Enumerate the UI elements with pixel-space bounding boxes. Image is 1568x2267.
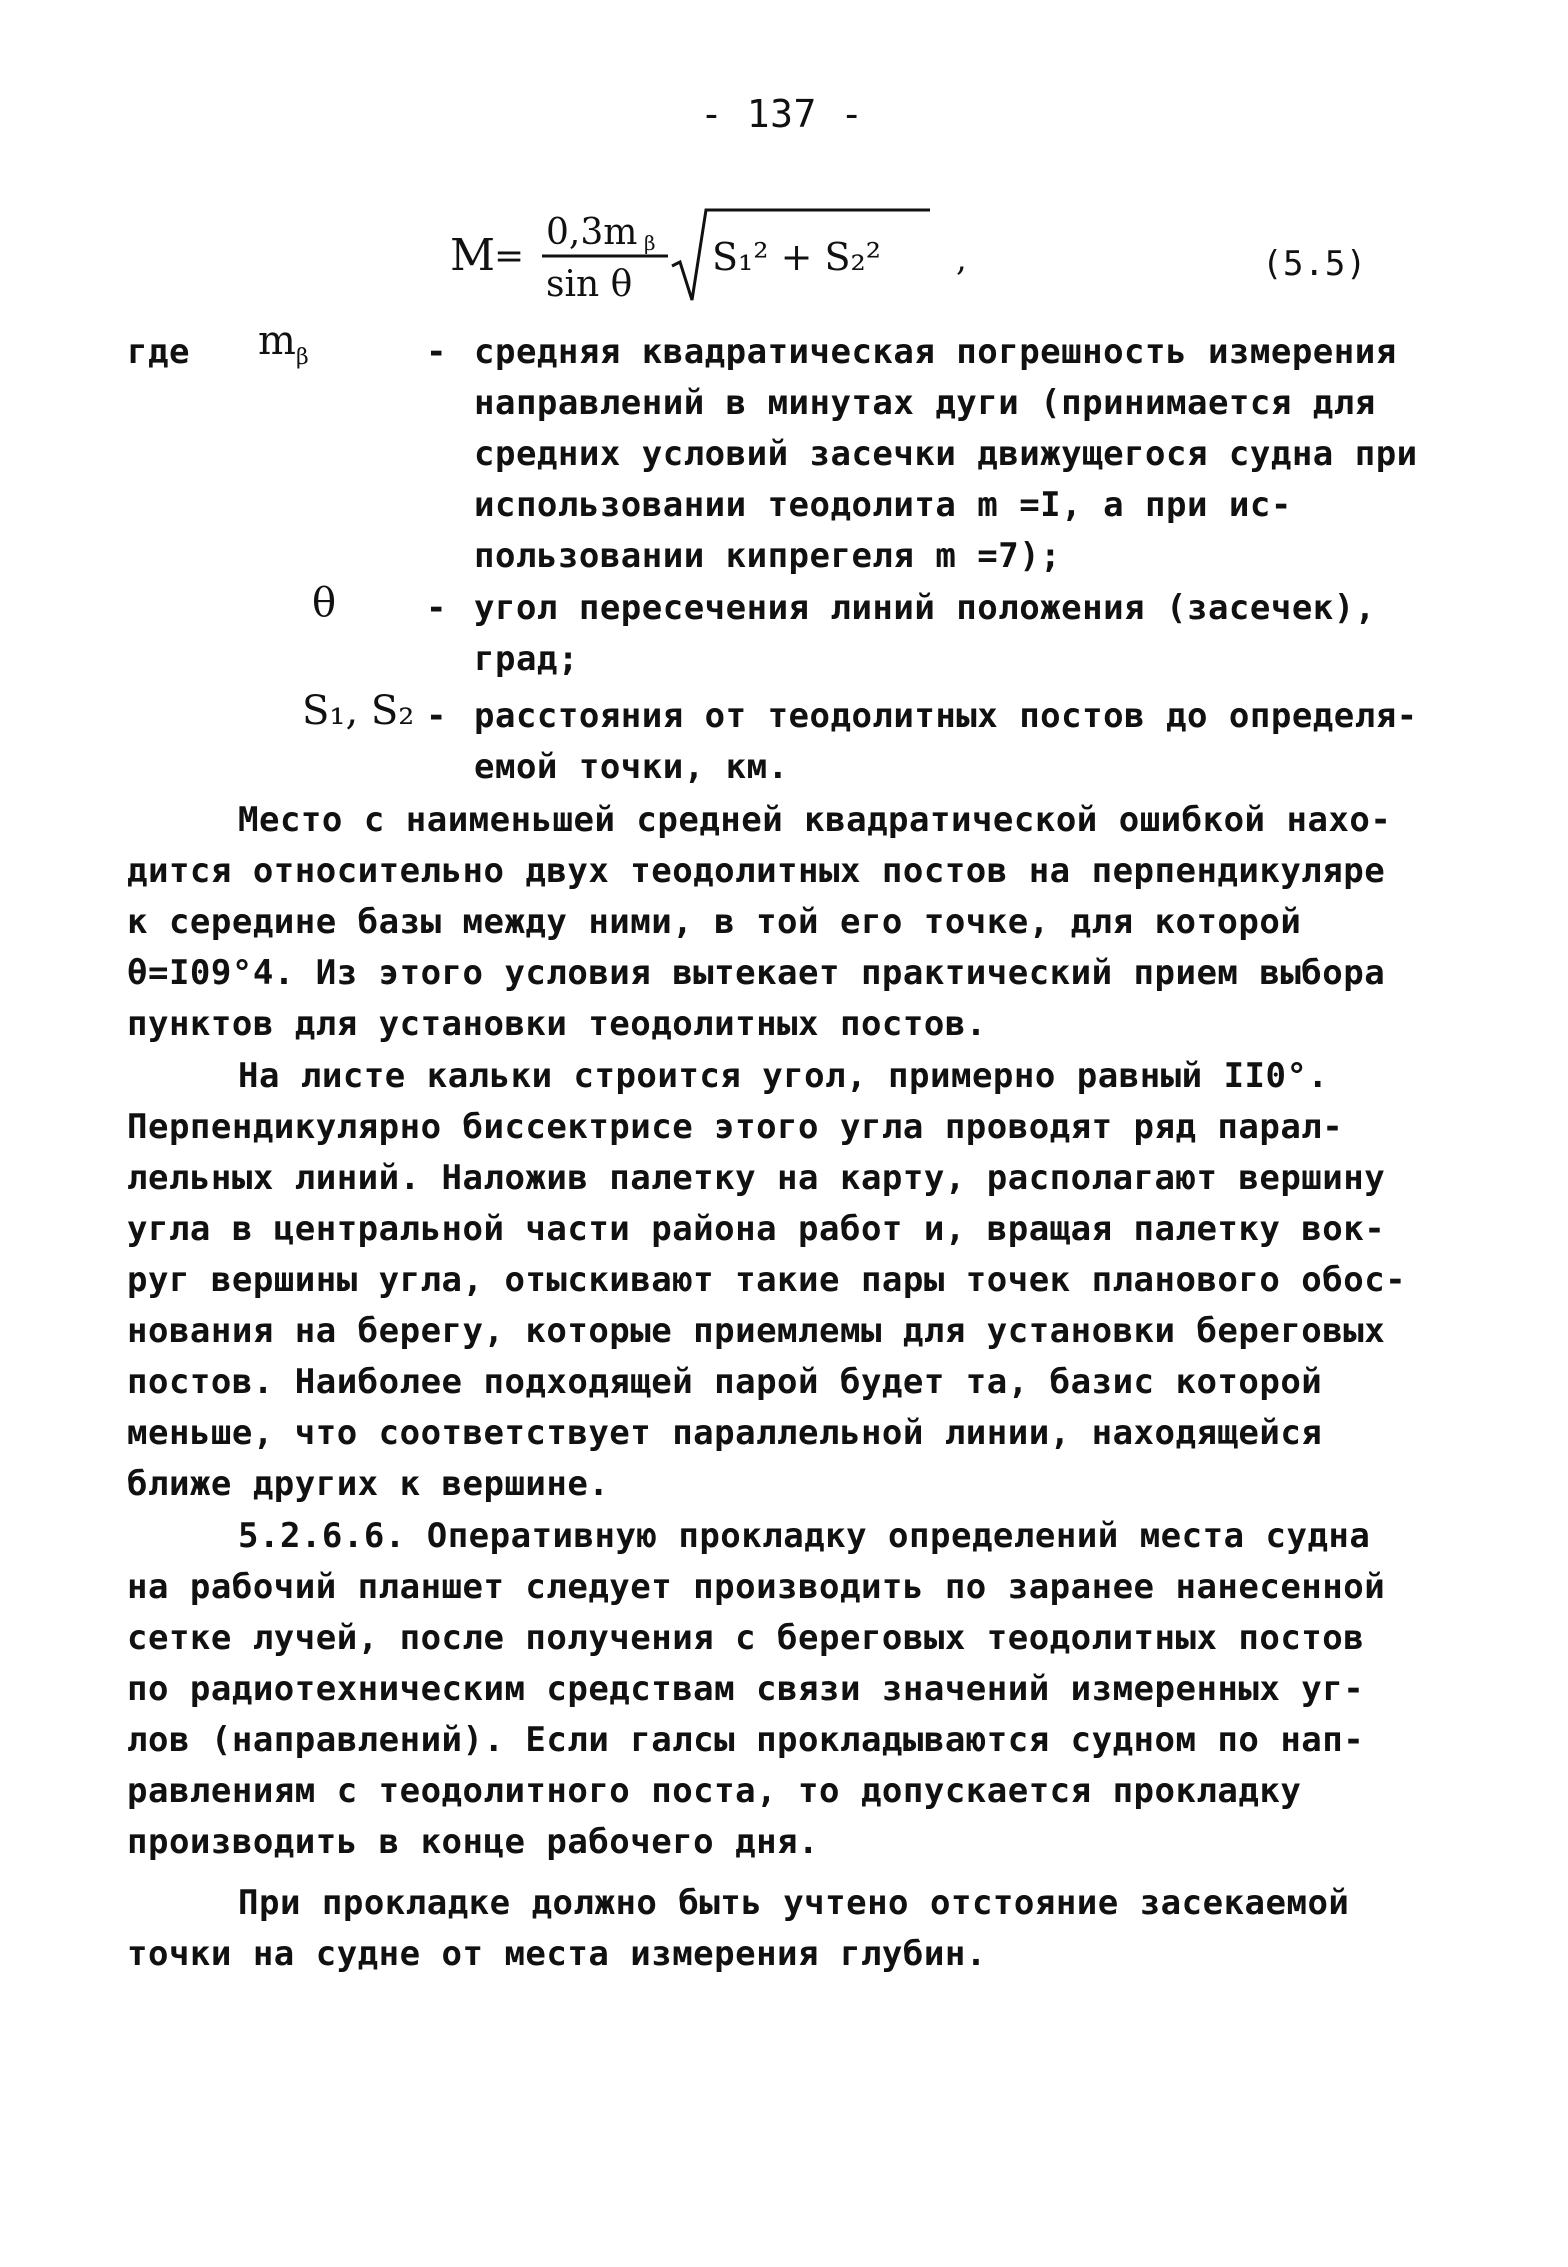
text-line: При прокладке должно быть учтено отстояние засекаемой [238, 1883, 1350, 1923]
text-line: по радиотехническим средствам связи значений измеренных уг- [127, 1669, 1365, 1709]
formula-radicand: S₁² + S₂² [712, 235, 881, 279]
definition-line: расстояния от теодолитных постов до определя- [474, 696, 1418, 736]
text-line: равлениям с теодолитного поста, то допускается прокладку [127, 1771, 1302, 1811]
text-line: ближе других к вершине. [127, 1464, 610, 1504]
text-line: к середине базы между ними, в той его точке, для которой [127, 902, 1302, 942]
text-line: 5.2.6.6. Оперативную прокладку определений места судна [238, 1516, 1371, 1556]
formula-denominator: sin θ [546, 264, 633, 305]
definition-line: град; [474, 639, 579, 679]
text-line: θ=I09°4. Из этого условия вытекает практический прием выбора [127, 953, 1386, 993]
text-line: пунктов для установки теодолитных постов. [127, 1004, 987, 1044]
definition-dash: - [426, 696, 447, 736]
symbol-m-beta: mβ [258, 318, 309, 370]
formula-lhs: M [450, 230, 496, 281]
definition-dash: - [426, 332, 447, 372]
text-line: меньше, что соответствует параллельной линии, находящейся [127, 1413, 1323, 1453]
text-line: Перпендикулярно биссектрисе этого угла проводят ряд парал- [127, 1107, 1344, 1147]
formula-comma: , [956, 239, 967, 279]
text-line: руг вершины угла, отыскивают такие пары точек планового обос- [127, 1260, 1407, 1300]
formula-5-5 [450, 196, 1010, 306]
definition-line: использовании теодолита m =I, а при ис- [474, 485, 1292, 525]
svg-text:=: = [494, 236, 525, 277]
text-line: дится относительно двух теодолитных постов на перпендикуляре [127, 851, 1386, 891]
text-line: На листе кальки строится угол, примерно равный II0°. [238, 1056, 1329, 1096]
text-line: угла в центральной части района работ и, вращая палетку вок- [127, 1209, 1386, 1249]
definition-dash: - [426, 588, 447, 628]
text-line: производить в конце рабочего дня. [127, 1822, 820, 1862]
definition-line: пользовании кипрегеля m =7); [474, 536, 1062, 576]
text-line: Место с наименьшей средней квадратической ошибкой нахо- [238, 800, 1392, 840]
formula-numerator: 0,3m [546, 212, 638, 253]
text-line: точки на судне от места измерения глубин. [127, 1934, 987, 1974]
text-line: постов. Наиболее подходящей парой будет та, базис которой [127, 1362, 1323, 1402]
where-label: где [127, 332, 190, 372]
definition-line: направлений в минутах дуги (принимается для [474, 383, 1376, 423]
definition-line: емой точки, км. [474, 747, 789, 787]
symbol-s1-s2: S₁, S₂ [302, 688, 415, 734]
equation-number: (5.5) [1262, 244, 1367, 284]
symbol-theta: θ [312, 580, 337, 626]
text-line: лов (направлений). Если галсы прокладываются судном по нап- [127, 1720, 1365, 1760]
definition-line: угол пересечения линий положения (засечек), [474, 588, 1376, 628]
definition-line: средняя квадратическая погрешность измерения [474, 332, 1397, 372]
page-number: - 137 - [700, 92, 864, 136]
text-line: на рабочий планшет следует производить по заранее нанесенной [127, 1567, 1386, 1607]
text-line: лельных линий. Наложив палетку на карту, располагают вершину [127, 1158, 1386, 1198]
definition-line: средних условий засечки движущегося судна при [474, 434, 1418, 474]
text-line: нования на берегу, которые приемлемы для установки береговых [127, 1311, 1386, 1351]
svg-text:β: β [644, 231, 656, 255]
text-line: сетке лучей, после получения с береговых теодолитных постов [127, 1618, 1365, 1658]
